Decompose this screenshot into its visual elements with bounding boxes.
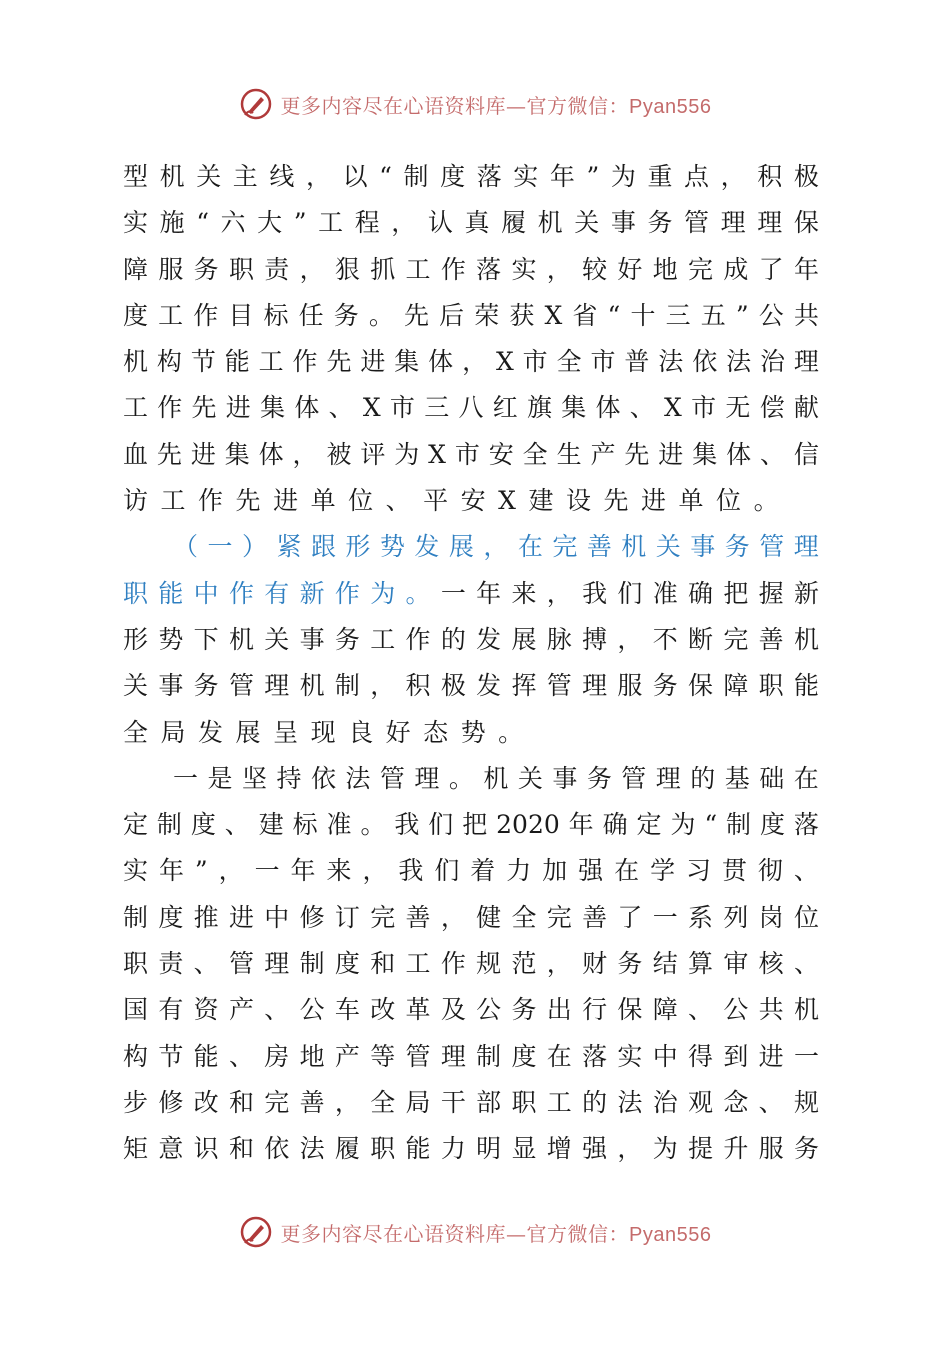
footer-dash: — xyxy=(506,1221,527,1246)
text-line: 实 年 ” ， 一 年 来 ， 我 们 着 力 加 强 在 学 习 贯 彻 、 xyxy=(123,856,819,886)
text-line: 障 服 务 职 责 ， 狠 抓 工 作 落 实 ， 较 好 地 完 成 了 年 xyxy=(123,254,819,284)
text-line: 机 构 节 能 工 作 先 进 集 体 ， X 市 全 市 普 法 依 法 治 理 xyxy=(123,347,819,377)
section-heading-line: （ 一 ） 紧 跟 形 势 发 展 ， 在 完 善 机 关 事 务 管 理 xyxy=(173,532,819,562)
text-line: 形 势 下 机 关 事 务 工 作 的 发 展 脉 搏 ， 不 断 完 善 机 xyxy=(123,624,819,654)
document-body xyxy=(123,154,819,1173)
header-dash: — xyxy=(506,93,527,118)
text-line: 血 先 进 集 体 ， 被 评 为 X 市 安 全 生 产 先 进 集 体 、 信 xyxy=(123,439,819,469)
pen-logo-icon xyxy=(239,87,273,121)
footer-site-text: 更多内容尽在心语资料库 xyxy=(280,1221,507,1246)
text-line: 访 工 作 先 进 单 位 、 平 安 X 建 设 先 进 单 位 。 xyxy=(123,486,779,516)
header-banner-text xyxy=(281,90,712,119)
text-line: 国 有 资 产 、 公 车 改 革 及 公 务 出 行 保 障 、 公 共 机 xyxy=(123,995,819,1025)
text-line: 实 施 “ 六 大 ” 工 程 ， 认 真 履 机 关 事 务 管 理 理 保 xyxy=(123,208,819,238)
text-line: 型 机 关 主 线 ， 以 “ 制 度 落 实 年 ” 为 重 点 ， 积 极 xyxy=(123,162,819,191)
footer-banner-text xyxy=(281,1218,712,1247)
header-wechat-label: 官方微信： xyxy=(526,93,630,118)
text-line: 度 工 作 目 标 任 务 。 先 后 荣 获 X 省 “ 十 三 五 ” 公 共 xyxy=(123,300,819,330)
header-site-text: 更多内容尽在心语资料库 xyxy=(280,93,507,118)
text-line: 制 度 推 进 中 修 订 完 善 ， 健 全 完 善 了 一 系 列 岗 位 xyxy=(123,902,819,932)
text-line: 步 修 改 和 完 善 ， 全 局 干 部 职 工 的 法 治 观 念 、 规 xyxy=(123,1087,819,1117)
text-line: 定 制 度 、 建 标 准 。 我 们 把 2020 年 确 定 为 “ 制 度 落 xyxy=(123,810,819,840)
text-line: 职 能 中 作 有 新 作 为 。 一 年 来 ， 我 们 准 确 把 握 新 xyxy=(123,578,819,608)
text-line: 矩 意 识 和 依 法 履 职 能 力 明 显 增 强 ， 为 提 升 服 务 xyxy=(123,1134,819,1164)
text-line: 职 责 、 管 理 制 度 和 工 作 规 范 ， 财 务 结 算 审 核 、 xyxy=(123,949,819,979)
footer-wechat-label: 官方微信： xyxy=(526,1221,630,1246)
header-watermark-banner xyxy=(0,82,950,126)
text-line: 关 事 务 管 理 机 制 ， 积 极 发 挥 管 理 服 务 保 障 职 能 xyxy=(123,671,819,701)
text-line: 构 节 能 、 房 地 产 等 管 理 制 度 在 落 实 中 得 到 进 一 xyxy=(123,1041,819,1071)
pen-logo-icon xyxy=(239,1215,273,1249)
text-line: 全 局 发 展 呈 现 良 好 态 势 。 xyxy=(123,717,524,747)
text-line: 一 是 坚 持 依 法 管 理 。 机 关 事 务 管 理 的 基 础 在 xyxy=(173,763,819,793)
text-line: 工 作 先 进 集 体 、 X 市 三 八 红 旗 集 体 、 X 市 无 偿 献 xyxy=(123,393,819,423)
header-wechat-id: Pyan556 xyxy=(629,95,712,118)
footer-watermark-banner xyxy=(0,1210,950,1254)
footer-wechat-id: Pyan556 xyxy=(629,1223,712,1246)
